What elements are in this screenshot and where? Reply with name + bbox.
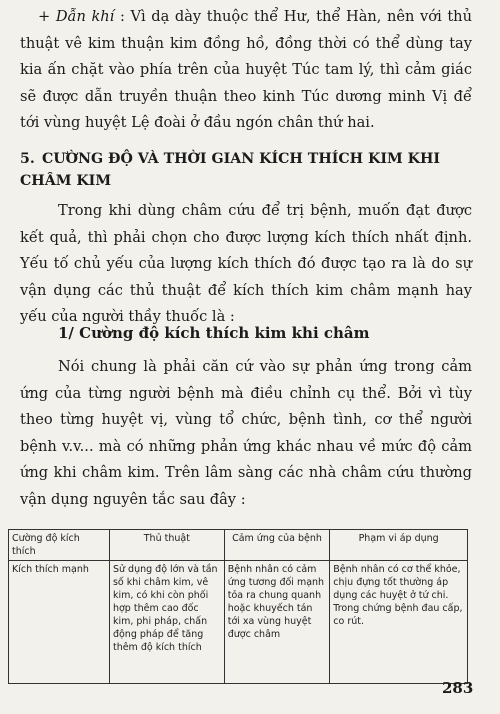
section-title: CƯỜNG ĐỘ VÀ THỜI GIAN KÍCH THÍCH KIM KHI CHÂM KIM (20, 151, 440, 189)
table-header: Cường độ kích thích (9, 530, 110, 561)
table-cell: Sử dụng độ lớn và tần số khi châm kim, vê kim, có khi còn phối hợp thêm cao đốc kim, phi pháp, chấn động pháp để tăng thêm độ kích thích (109, 561, 224, 684)
intro-label: + Dẫn khí (38, 8, 115, 25)
table-cell: Bệnh nhân có cảm ứng tương đối mạnh tỏa ra chung quanh hoặc khuyếch tán tới xa vùng huyệt được châm (224, 561, 330, 684)
table-header: Phạm vi áp dụng (330, 530, 468, 561)
table-cell: Bệnh nhân có cơ thể khỏe, chịu đựng tốt thường áp dụng các huyệt ở tứ chi. Trong chứng bệnh đau cấp, co rút. (330, 561, 468, 684)
page-number: 283 (442, 679, 474, 697)
subheading: 1/ Cường độ kích thích kim khi châm (58, 324, 370, 342)
body-paragraph-2: Nói chung là phải căn cứ vào sự phản ứng trong cảm ứng của từng người bệnh mà điều chỉnh cụ thể. Bởi vì tùy theo từng huyệt vị, vùng tổ chức, bệnh tình, cơ thể người bệnh v.v... mà có những phản ứng khác nhau về mức độ cảm ứng khi châm kim. Trên lâm sàng các nhà châm cứu thường vận dụng nguyên tắc sau đây : (20, 358, 472, 508)
body-paragraph-1: Trong khi dùng châm cứu để trị bệnh, muốn đạt được kết quả, thì phải chọn cho được lượng kích thích nhất định. Yếu tố chủ yếu của lượng kích thích đó được tạo ra là do sự vận dụng các thủ thuật để kích thích kim châm mạnh hay yếu của người thầy thuốc là : (20, 202, 472, 326)
section-heading (20, 148, 480, 192)
stimulation-table (8, 529, 468, 684)
section-number: 5. (20, 151, 35, 167)
intro-text: : Vì dạ dày thuộc thể Hư, thể Hàn, nên với thủ thuật vê kim thuận kim đồng hồ, đồng thời có thể dùng tay kia ấn chặt vào phía trên của huyệt Túc tam lý, thì cảm giác sẽ được dẫn truyền thuận theo kinh Túc dương minh Vị để tới vùng huyệt Lệ đoài ở đầu ngón chân thứ hai. (20, 8, 472, 132)
table-cell: Kích thích mạnh (9, 561, 110, 684)
table-row (9, 561, 468, 684)
intro-paragraph (20, 4, 472, 137)
table-header-row (9, 530, 468, 561)
table-header: Cảm ứng của bệnh (224, 530, 330, 561)
table-header: Thủ thuật (109, 530, 224, 561)
